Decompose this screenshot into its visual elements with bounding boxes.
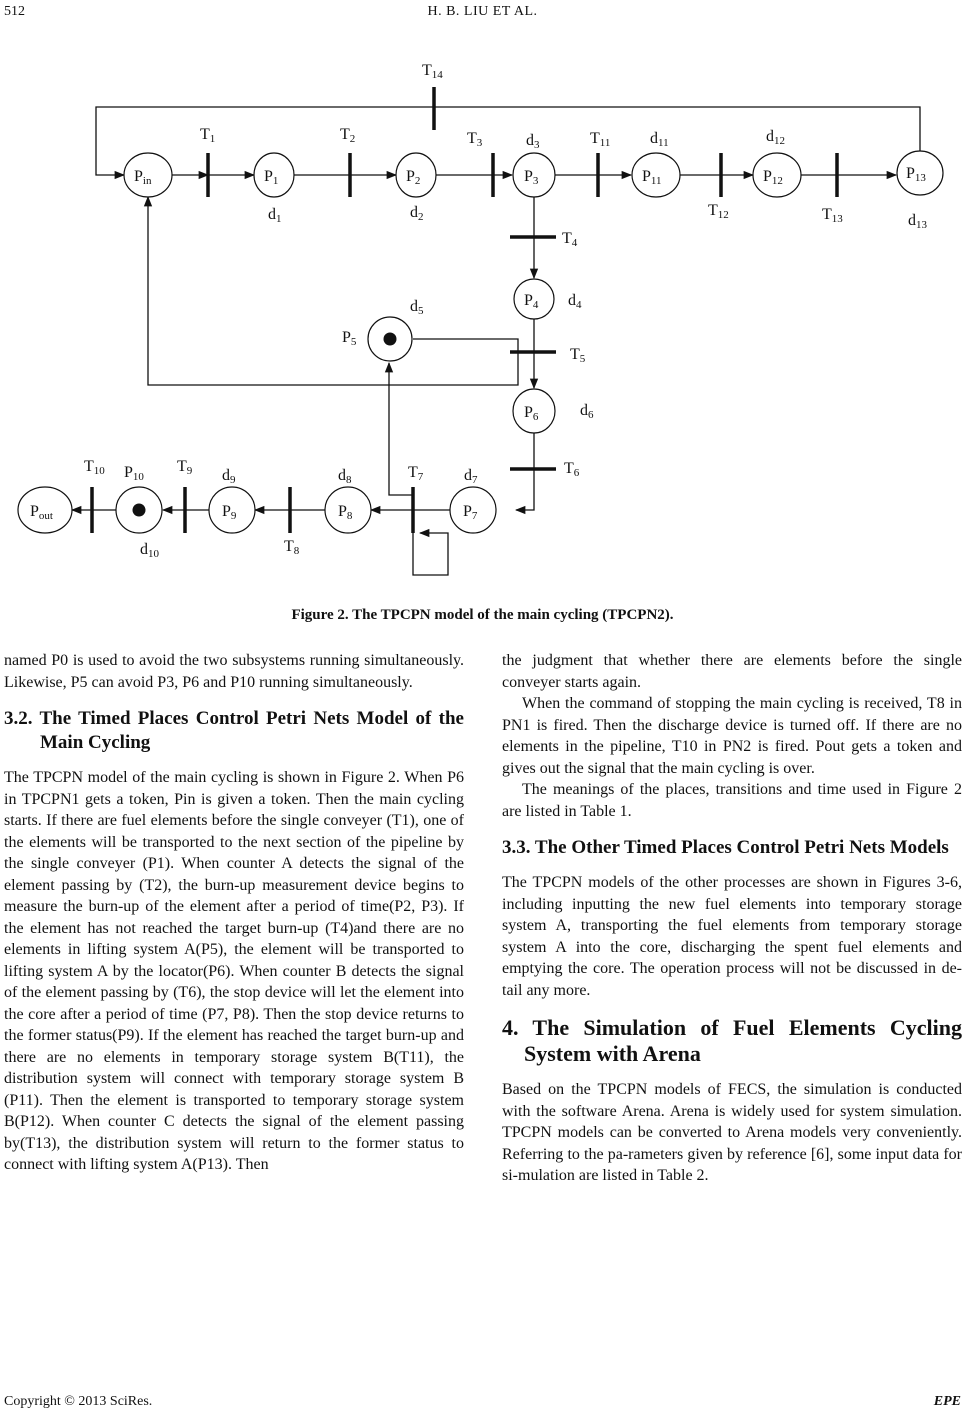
petri-net-figure bbox=[0, 55, 965, 595]
transition-label-t13: T13 bbox=[822, 206, 843, 225]
delay-label-d7: d7 bbox=[464, 467, 478, 486]
transition-label-t12: T12 bbox=[708, 202, 729, 221]
place-label-p9: P9 bbox=[222, 503, 237, 522]
transition-label-t2: T2 bbox=[340, 126, 356, 145]
delay-label-d10: d10 bbox=[140, 541, 159, 560]
place-label-p12: P12 bbox=[763, 168, 783, 187]
section-heading: 3.2. The Timed Places Control Petri Nets Model of the Main Cycling bbox=[4, 708, 464, 753]
transition-label-t9: T9 bbox=[177, 458, 193, 477]
place-label-p3: P3 bbox=[524, 168, 539, 187]
figure-caption: Figure 2. The TPCPN model of the main cycling (TPCPN2). bbox=[291, 607, 674, 623]
transition-label-t11: T11 bbox=[590, 130, 611, 149]
place-label-pin: Pin bbox=[134, 168, 152, 187]
paragraph: the judgment that whether there are elements before the single conveyer starts again. bbox=[502, 652, 962, 691]
place-label-p4: P4 bbox=[524, 292, 539, 311]
token-dot bbox=[384, 333, 397, 346]
left-column bbox=[4, 650, 464, 1176]
section-heading: 4. The Simulation of Fuel Elements Cycling System with Arena bbox=[502, 1015, 963, 1066]
section-heading: 3.3. The Other Timed Places Control Petri Nets Models bbox=[502, 837, 949, 858]
paragraph: The meanings of the places, transitions and time used in Figure 2 are listed in Table 1. bbox=[502, 781, 962, 820]
right-column bbox=[502, 650, 962, 1187]
page-number: 512 bbox=[4, 4, 25, 19]
transition-label-t10: T10 bbox=[84, 458, 105, 477]
delay-label-d4: d4 bbox=[568, 292, 582, 311]
place-label-p1: P1 bbox=[264, 168, 279, 187]
running-head: H. B. LIU ET AL. bbox=[427, 4, 538, 19]
paragraph: The TPCPN models of the other processes are shown in Figures 3-6, including inputting the new fuel elements into temporary storage system A, transporting the fuel elements from temporary storage system A into the core, discharging the spent fuel elements and emptying the core. The operation process will not be discussed in de-tail any more. bbox=[502, 874, 962, 999]
delay-label-d9: d9 bbox=[222, 467, 236, 486]
place-label-p13: P13 bbox=[906, 165, 926, 184]
delay-label-d3: d3 bbox=[526, 132, 540, 151]
place-label-p10: P10 bbox=[124, 464, 144, 483]
transition-label-t1: T1 bbox=[200, 126, 216, 145]
place-label-pout: Pout bbox=[30, 503, 53, 522]
paragraph: The TPCPN model of the main cycling is shown in Figure 2. When P6 in TPCPN1 gets a token, Pin is given a token. Then the main cycling starts. If there are fuel elements before the single conveyer (T1), one of the elements will be transported to the next section of the pipeline by the single conveyer (P1). When counter A detects the signal of the element passing by (T2), the burn-up measurement device begins to measure the burn-up of the element after a period of time(P2, P3). If the element has not reached the target burn-up (T4)and there are no elements in lifting system A(P5), the element will be transported to lifting system A by the locator(P6). When counter B detects the signal of the element passing by (T6), the stop device will let the element into the core after a period of time (P7, P8). Then the stop device returns to the former status(P9). If the element has reached the target burn-up and there are no elements in temporary storage system B(T11), the distribution system will connect with temporary storage system B (P11). Then the element is transported to temporary storage system B(P12). When counter C detects the signal of the element passing by(T13), the distribution system will return to the former status to connect with lifting system A(P13). Then bbox=[4, 769, 464, 1173]
place-label-p6: P6 bbox=[524, 404, 539, 423]
delay-label-d12: d12 bbox=[766, 128, 785, 147]
transition-label-t8: T8 bbox=[284, 538, 300, 557]
place-label-p2: P2 bbox=[406, 168, 421, 187]
transition-label-t4: T4 bbox=[562, 230, 578, 249]
footer-journal: EPE bbox=[933, 1394, 961, 1409]
delay-label-d13: d13 bbox=[908, 212, 927, 231]
delay-label-d8: d8 bbox=[338, 467, 352, 486]
place-label-p7: P7 bbox=[463, 503, 478, 522]
paragraph: Based on the TPCPN models of FECS, the simulation is conducted with the software Arena. Arena is widely used for system simulation. TPCPN models can be converted to Arena models very conveniently. Referring to the pa-rameters given by reference [6], some input data for si-mulation are listed in Table 2. bbox=[502, 1081, 962, 1184]
paragraph: When the command of stopping the main cycling is received, T8 in PN1 is fired. Then the discharge device is turned off. If there are no elements in the pipeline, T10 in PN2 is fired. Pout gets a token and gives out the signal that the main cycling is over. bbox=[502, 695, 962, 777]
delay-label-d5: d5 bbox=[410, 298, 424, 317]
paragraph: named P0 is used to avoid the two subsystems running simultaneously. Likewise, P5 can avoid P3, P6 and P10 running simultaneously. bbox=[4, 652, 464, 691]
transition-label-t14: T14 bbox=[422, 62, 443, 81]
delay-label-d2: d2 bbox=[410, 204, 424, 223]
transition-label-t6: T6 bbox=[564, 460, 580, 479]
token-dot bbox=[133, 504, 146, 517]
delay-label-d11: d11 bbox=[650, 130, 669, 149]
transition-label-t7: T7 bbox=[408, 464, 424, 483]
transition-label-t5: T5 bbox=[570, 346, 586, 365]
delay-label-d6: d6 bbox=[580, 402, 594, 421]
place-label-p8: P8 bbox=[338, 503, 353, 522]
transition-label-t3: T3 bbox=[467, 130, 483, 149]
delay-label-d1: d1 bbox=[268, 206, 282, 225]
place-label-p11: P11 bbox=[642, 168, 662, 187]
place-label-p5: P5 bbox=[342, 329, 357, 348]
footer-copyright: Copyright © 2013 SciRes. bbox=[4, 1394, 153, 1409]
